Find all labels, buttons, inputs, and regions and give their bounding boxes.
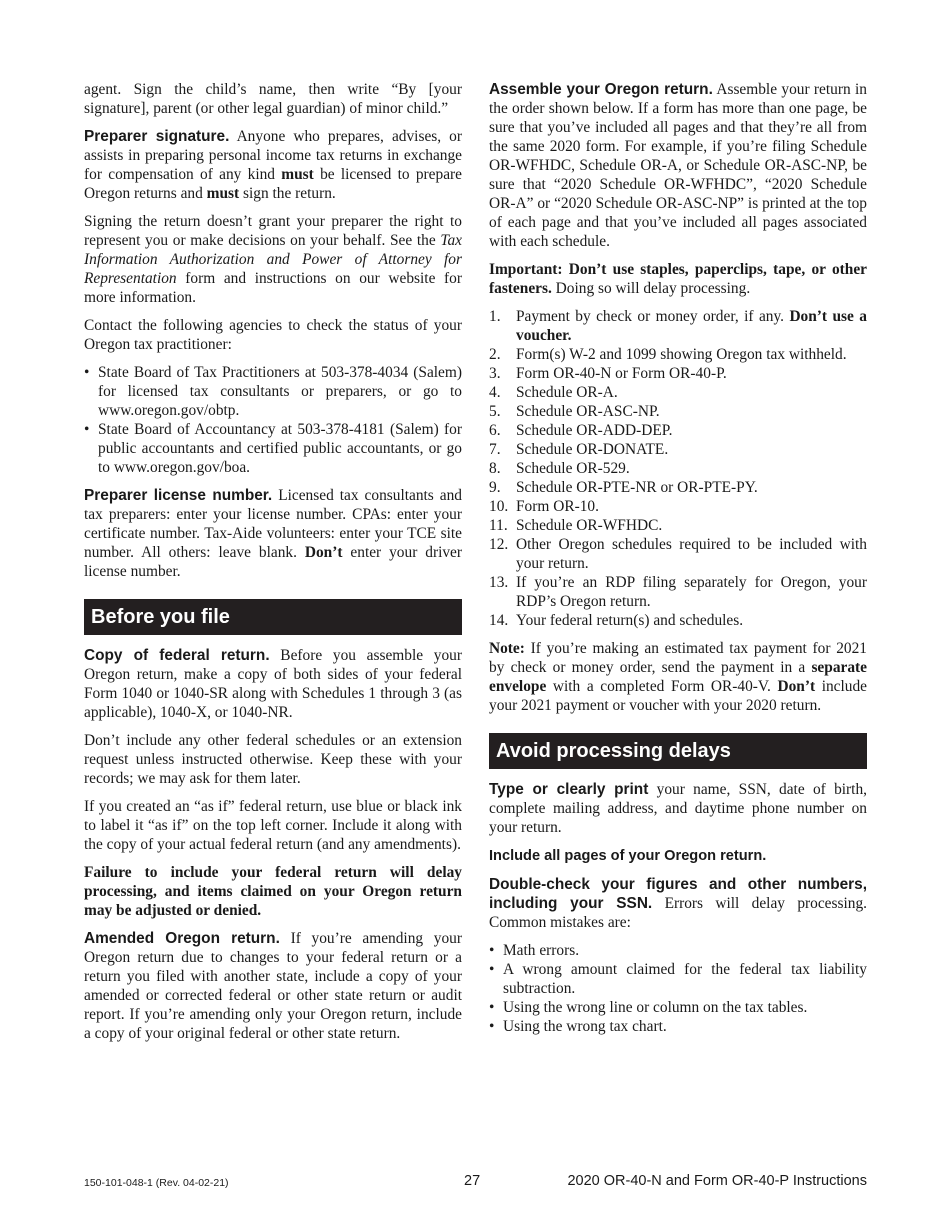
list-item-order: 11. Schedule OR-WFHDC.: [489, 517, 663, 534]
paragraph-note-estimated: Note: If you’re making an estimated tax payment for 2021 by check or money order, send the payment in a separate envelope with a completed Form OR-40-V. Don’t include your 2021 payment or voucher with your 2020 return.: [489, 640, 868, 714]
list-item-order: 6. Schedule OR-ADD-DEP.: [489, 422, 673, 439]
paragraph-signing-return: Signing the return doesn’t grant your preparer the right to represent you or make decisions on your behalf. See the Tax Information Authorization and Power of Attorney for Representation form and instructions on our website for more information.: [84, 213, 462, 306]
heading-preparer-license: Preparer license number.: [84, 487, 273, 504]
list-item-order: 7. Schedule OR-DONATE.: [489, 441, 669, 458]
document-title: 2020 OR-40-N and Form OR-40-P Instructions: [567, 1173, 867, 1189]
paragraph-double-check: Double-check your figures and other numbers, including your SSN. Errors will delay processing. Common mistakes are:: [489, 876, 868, 931]
list-item-mistake: • Using the wrong line or column on the tax tables.: [489, 998, 867, 1017]
list-item-mistake: • A wrong amount claimed for the federal tax liability subtraction.: [489, 960, 867, 998]
list-item-order: 2. Form(s) W-2 and 1099 showing Oregon tax withheld.: [489, 346, 847, 363]
paragraph-include-pages: Include all pages of your Oregon return.: [489, 848, 767, 864]
agency-list: [84, 363, 462, 477]
list-item-agency: • State Board of Tax Practitioners at 503-378-4034 (Salem) for licensed tax consultants or preparers, or go to www.oregon.gov/obtp.: [84, 363, 462, 420]
paragraph-preparer-signature: Preparer signature. Anyone who prepares, advises, or assists in preparing personal income tax returns in exchange for compensation of any kind must be licensed to prepare Oregon returns and must sign the return.: [84, 128, 462, 202]
heading-copy-federal-return: Copy of federal return.: [84, 647, 270, 664]
paragraph-type-or-print: Type or clearly print your name, SSN, date of birth, complete mailing address, and daytime phone number on your return.: [489, 781, 867, 836]
paragraph-preparer-license: Preparer license number. Licensed tax consultants and tax preparers: enter your license number. CPAs: enter your certificate number. Tax-Aide volunteers: enter your TCE site number. All others: leave blank. Don’t enter your driver license number.: [84, 487, 463, 580]
list-item-order: 4. Schedule OR-A.: [489, 384, 618, 401]
page-number: 27: [464, 1173, 481, 1189]
paragraph-dont-include: Don’t include any other federal schedules or an extension request unless instructed otherwise. Keep these with your records; we may ask for them later.: [84, 732, 462, 787]
paragraph-as-if-return: If you created an “as if” federal return, use blue or black ink to label it “as if” on the top left corner. Include it along with the copy of your actual federal return (and any amendments).: [84, 798, 462, 853]
list-item-order: 13. If you’re an RDP filing separately for Oregon, your RDP’s Oregon return.: [489, 574, 867, 610]
common-mistakes-list: [489, 941, 867, 1036]
list-item-order: 10. Form OR-10.: [489, 498, 599, 515]
left-column: [84, 80, 462, 1052]
paragraph-minor-child: agent. Sign the child’s name, then write “By [your signature], parent (or other legal guardian) of minor child.”: [84, 81, 462, 117]
form-number: 150-101-048-1 (Rev. 04-02-21): [84, 1177, 229, 1189]
list-item-order: 5. Schedule OR-ASC-NP.: [489, 403, 660, 420]
list-item-order: 8. Schedule OR-529.: [489, 460, 630, 477]
list-item-agency: • State Board of Accountancy at 503-378-4181 (Salem) for public accountants and certified public accountants, or go to www.oregon.gov/boa.: [84, 420, 462, 477]
list-item-order: 12. Other Oregon schedules required to be included with your return.: [489, 536, 867, 572]
heading-note: Note:: [489, 640, 525, 657]
paragraph-important-fasteners: Important: Don’t use staples, paperclips, tape, or other fasteners. Doing so will delay processing.: [489, 261, 867, 297]
heading-preparer-signature: Preparer signature.: [84, 128, 230, 145]
list-item-order: 9. Schedule OR-PTE-NR or OR-PTE-PY.: [489, 479, 758, 496]
paragraph-copy-federal-return: Copy of federal return. Before you assemble your Oregon return, make a copy of both sides of your federal Form 1040 or 1040-SR along with Schedules 1 through 3 (as applicable), 1040-X, or 1040-NR.: [84, 647, 462, 721]
heading-double-check: Double-check your figures and other numbers, including your SSN.: [489, 876, 867, 912]
list-item-order: 3. Form OR-40-N or Form OR-40-P.: [489, 365, 727, 382]
section-banner-avoid-delays: Avoid processing delays: [489, 733, 867, 769]
heading-amended-return: Amended Oregon return.: [84, 930, 280, 947]
paragraph-contact-agencies: Contact the following agencies to check the status of your Oregon tax practitioner:: [84, 317, 462, 353]
paragraph-assemble-return: Assemble your Oregon return. Assemble your return in the order shown below. If a form has more than one page, be sure that you’ve included all pages and that they’re all from the same 2020 form. For example, if you’re filing Schedule OR-WFHDC, Schedule OR-A, or Schedule OR-ASC-NP, be sure that “2020 Schedule OR-WFHDC”, “2020 Schedule OR-A” or “2020 Schedule OR-ASC-NP” is printed at the top of each page and that you’ve included all pages associated with each schedule.: [489, 81, 867, 250]
section-banner-before-you-file: Before you file: [84, 599, 462, 635]
list-item-mistake: • Math errors.: [489, 941, 867, 960]
heading-assemble-return: Assemble your Oregon return.: [489, 81, 713, 98]
list-item-mistake: • Using the wrong tax chart.: [489, 1017, 867, 1036]
paragraph-amended-return: Amended Oregon return. If you’re amending your Oregon return due to changes to your federal return or a return you filed with another state, include a copy of your amended or corrected federal or other state return or audit report. If you’re amending only your Oregon return, include a copy of your original federal or other state return.: [84, 930, 462, 1042]
heading-type-or-print: Type or clearly print: [489, 781, 649, 798]
paragraph-failure-warning: Failure to include your federal return will delay processing, and items claimed on your Oregon return may be adjusted or denied.: [84, 864, 462, 919]
assembly-order-list: [489, 307, 867, 630]
list-item-order: 14. Your federal return(s) and schedules.: [489, 612, 744, 629]
page-footer: [84, 1172, 867, 1192]
right-column: [489, 80, 867, 1045]
form-title-italic: Tax Information Authorization and Power of Attorney for Representation: [84, 232, 462, 287]
list-item-order: 1. Payment by check or money order, if any. Don’t use a voucher.: [489, 308, 867, 344]
